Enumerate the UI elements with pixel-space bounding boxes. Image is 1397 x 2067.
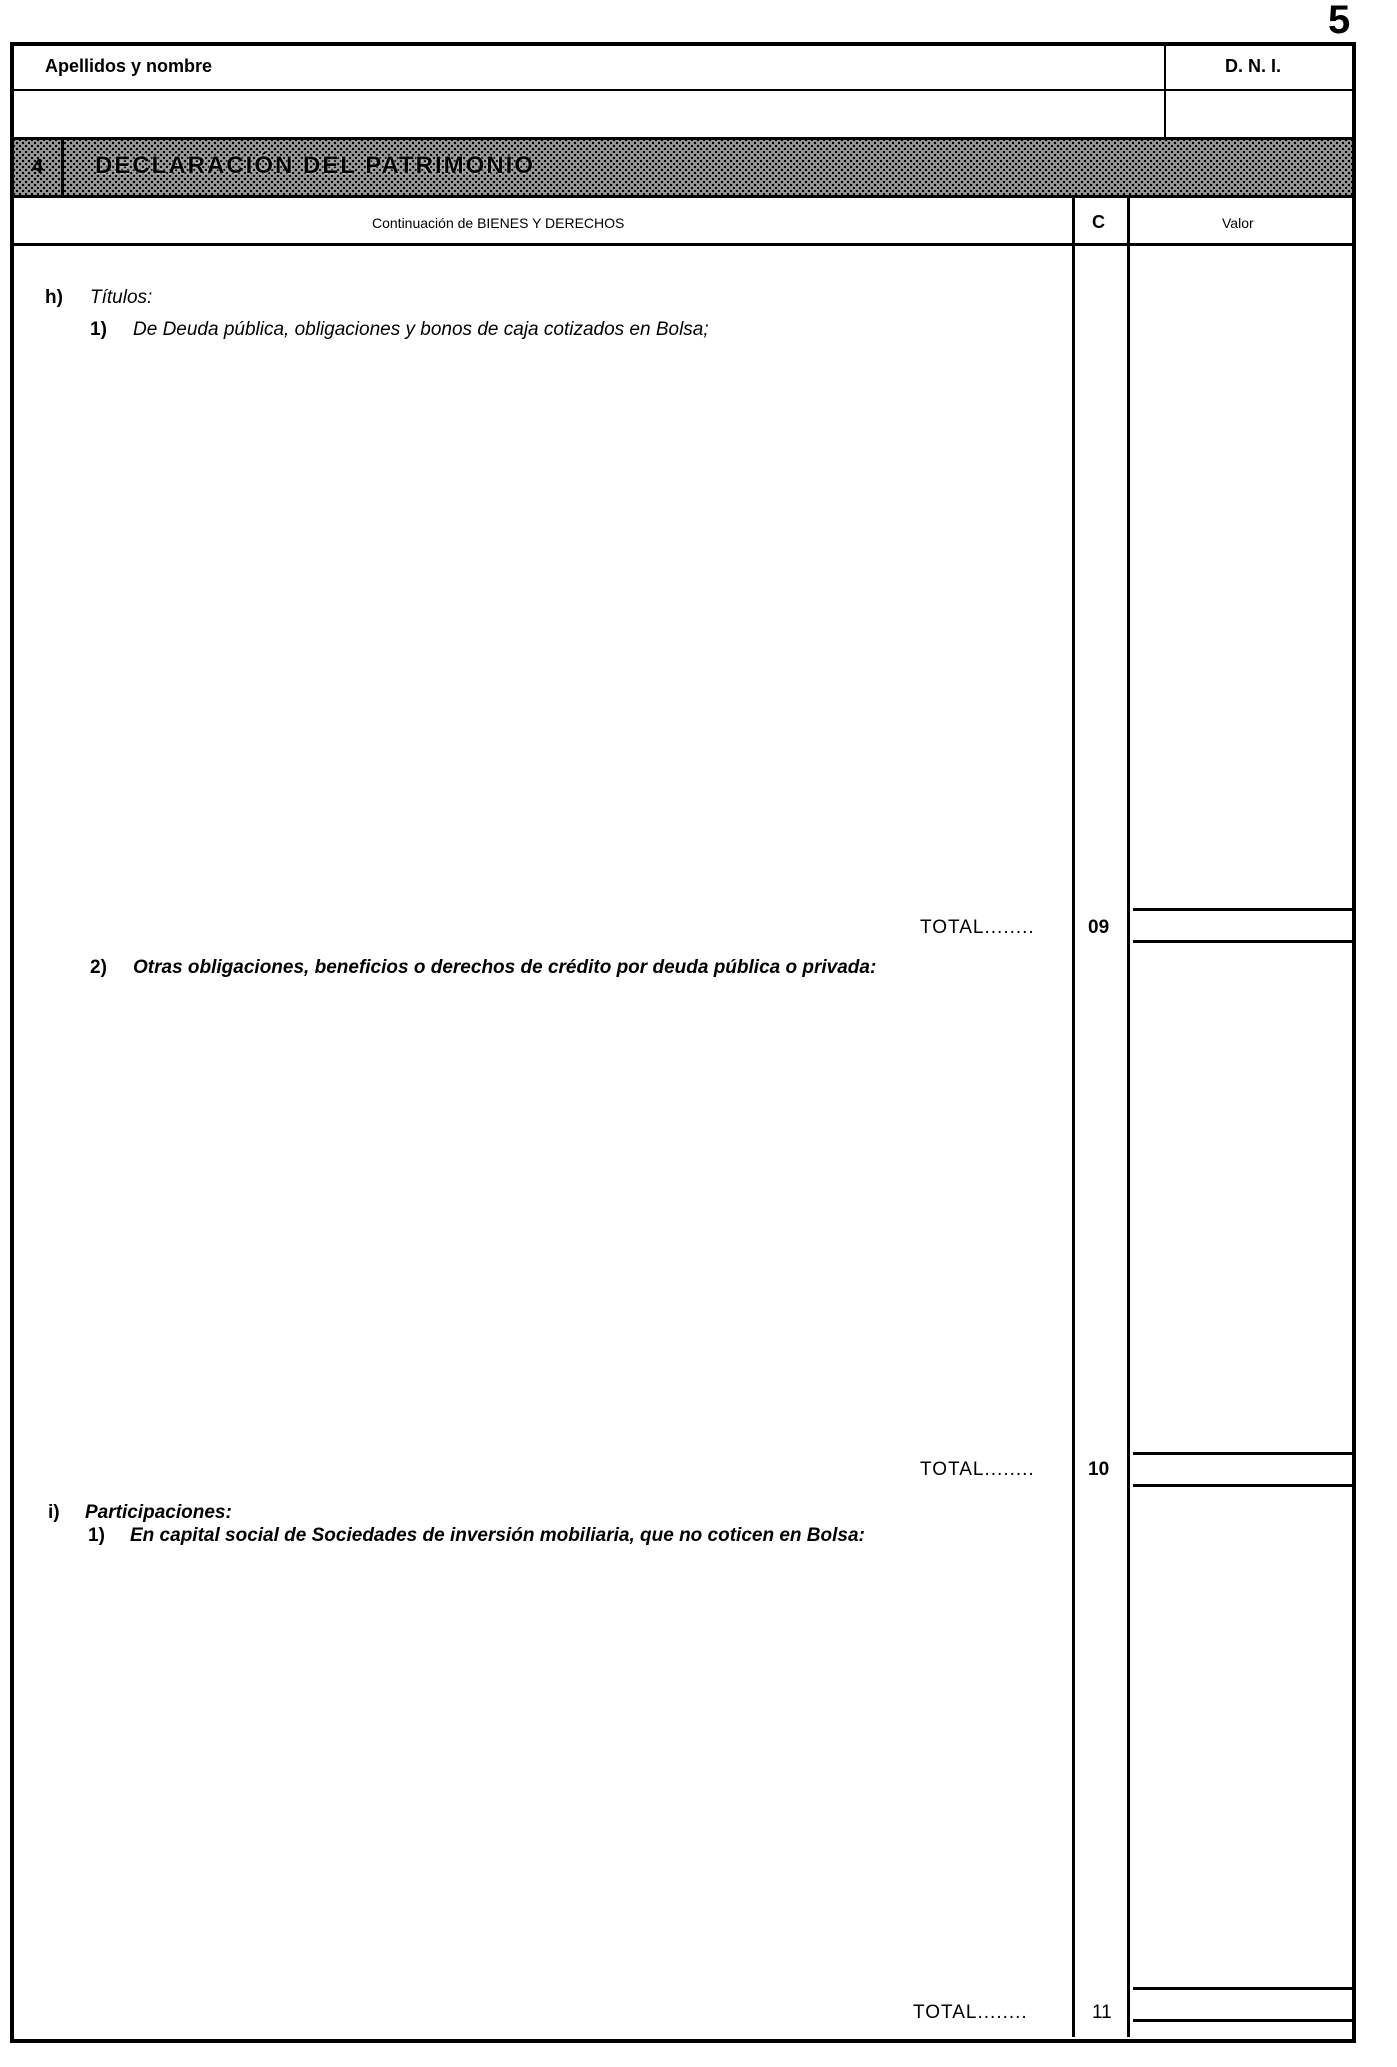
item-i1-number: 1)	[88, 1525, 105, 1546]
item-i1-value-area[interactable]	[1130, 1487, 1352, 1987]
name-field[interactable]	[14, 91, 1164, 137]
column-description-header: Continuación de BIENES Y DERECHOS	[372, 215, 625, 231]
item-h1-number: 1)	[90, 319, 107, 340]
item-i1-text: En capital social de Sociedades de inversión mobiliaria, que no coticen en Bolsa:	[130, 1525, 865, 1546]
section-number: 4	[14, 137, 64, 198]
column-value-header: Valor	[1222, 215, 1254, 231]
item-h2-total-label: TOTAL........	[920, 1459, 1035, 1480]
section-title: DECLARACIÓN DEL PATRIMONIO	[95, 152, 535, 179]
item-i1-total-label: TOTAL........	[913, 2002, 1028, 2023]
code-column-left-line	[1072, 198, 1075, 2037]
name-label: Apellidos y nombre	[45, 56, 213, 76]
item-h1-text: De Deuda pública, obligaciones y bonos de caja cotizados en Bolsa;	[133, 319, 709, 340]
item-h2-value-area[interactable]	[1130, 943, 1352, 1452]
column-code-header: C	[1092, 212, 1105, 232]
page-number: 5	[1328, 0, 1351, 42]
group-h-letter: h)	[45, 287, 63, 308]
dni-label: D. N. I.	[1225, 56, 1282, 76]
item-h1-total-value[interactable]	[1133, 911, 1352, 940]
item-i1-code: 11	[1092, 2002, 1112, 2023]
item-h2-total-value[interactable]	[1133, 1455, 1352, 1484]
item-h2-text: Otras obligaciones, beneficios o derechos de crédito por deuda pública o privada:	[133, 957, 877, 978]
group-i-letter: i)	[48, 1502, 60, 1523]
dni-field[interactable]	[1166, 91, 1352, 137]
item-h2-code: 10	[1088, 1459, 1110, 1480]
item-h1-code: 09	[1088, 917, 1110, 938]
group-h-title: Títulos:	[90, 287, 153, 308]
item-i1-total-value[interactable]	[1133, 1990, 1352, 2019]
item-i1-total-bottom-line	[1133, 2019, 1352, 2022]
item-h1-total-label: TOTAL........	[920, 917, 1035, 938]
item-h2-number: 2)	[90, 957, 107, 978]
group-i-title: Participaciones:	[85, 1502, 232, 1523]
item-h1-value-area[interactable]	[1130, 246, 1352, 909]
